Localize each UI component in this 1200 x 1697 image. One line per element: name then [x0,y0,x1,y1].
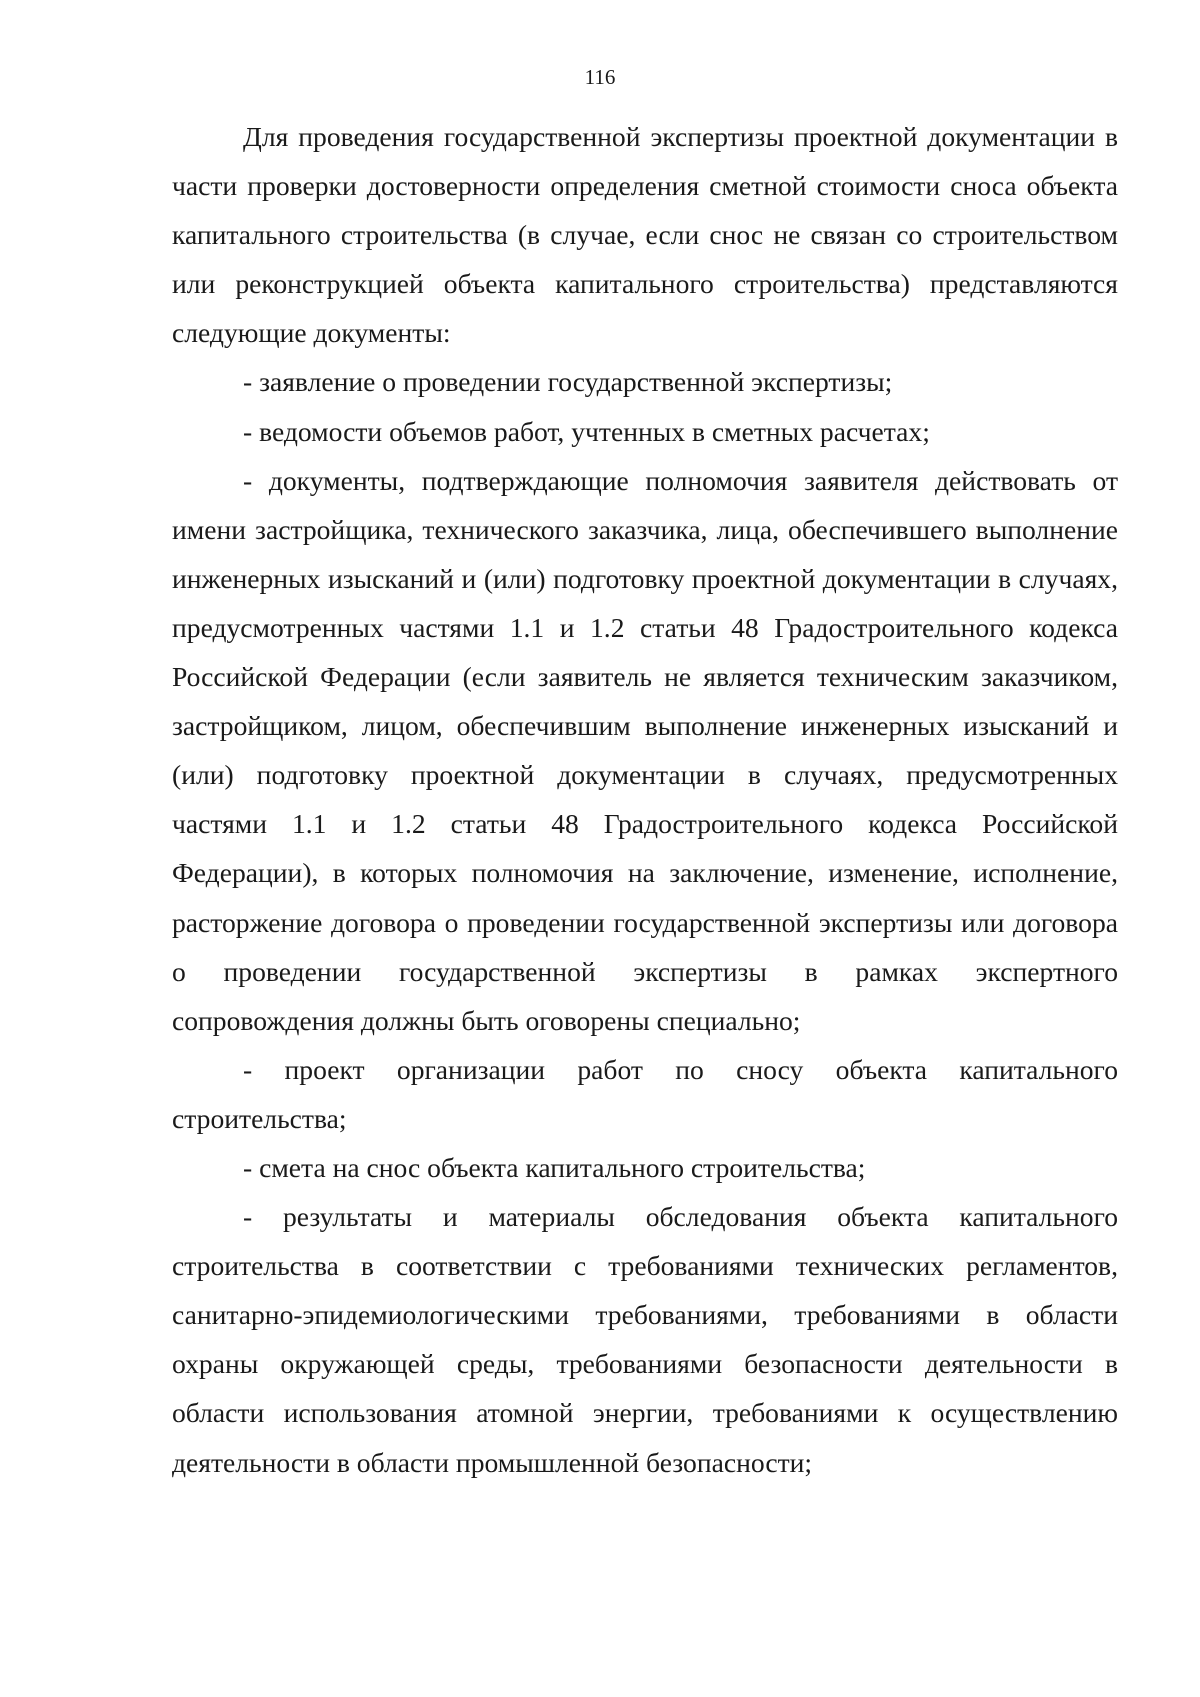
page-number: 116 [584,65,616,89]
list-item-application: - заявление о проведении государственной экспертизы; [243,366,893,398]
list-item-survey-results: - результаты и материалы обследования объекта капитального строительства в соответствии с требованиями технических регламентов, санитарно-эпидемиологическими требованиями, требованиями в области охраны окружающей среды, требованиями безопасности деятельности в области использования атомной энергии, требованиями к осуществлению деятельности в области промышленной безопасности; [172,1201,1118,1478]
list-item-work-volumes: - ведомости объемов работ, учтенных в сметных расчетах; [243,415,930,447]
list-item-demolition-project: - проект организации работ по сносу объекта капитального строительства; [172,1053,1118,1134]
document-body [172,112,1118,1487]
intro-paragraph: Для проведения государственной экспертизы проектной документации в части проверки достоверности определения сметной стоимости сноса объекта капитального строительства (в случае, если снос не связан со строительством или реконструкцией объекта капитального строительства) представляются следующие документы: [172,121,1118,349]
list-item-authority-documents: - документы, подтверждающие полномочия заявителя действовать от имени застройщика, технического заказчика, лица, обеспечившего выполнение инженерных изысканий и (или) подготовку проектной документации в случаях, предусмотренных частями 1.1 и 1.2 статьи 48 Градостроительного кодекса Российской Федерации (если заявитель не является техническим заказчиком, застройщиком, лицом, обеспечившим выполнение инженерных изысканий и (или) подготовку проектной документации в случаях, предусмотренных частями 1.1 и 1.2 статьи 48 Градостроительного кодекса Российской Федерации), в которых полномочия на заключение, изменение, исполнение, расторжение договора о проведении государственной экспертизы или договора о проведении государственной экспертизы в рамках экспертного сопровождения должны быть оговорены специально; [172,464,1118,1036]
list-item-demolition-estimate: - смета на снос объекта капитального строительства; [243,1151,866,1183]
